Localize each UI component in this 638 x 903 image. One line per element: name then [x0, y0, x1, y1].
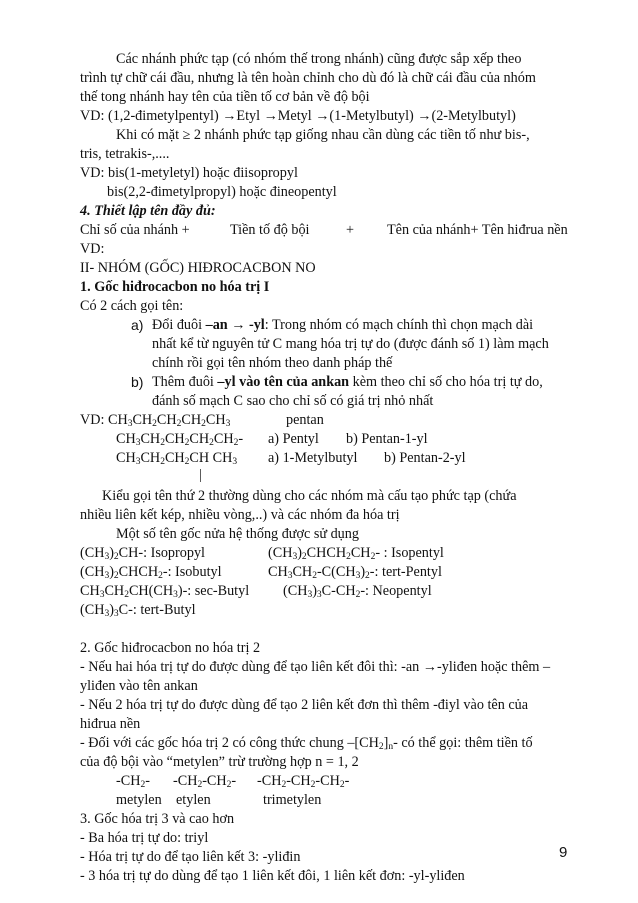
text-line: bis(2,2-đimetylpropyl) hoặc đineopentyl: [107, 184, 337, 200]
section-heading: 1. Gốc hiđrocacbon no hóa trị I: [80, 279, 270, 295]
formula-part: Chỉ số của nhánh +: [80, 222, 190, 238]
page-number: 9: [559, 844, 568, 861]
text-line: - 3 hóa trị tự do dùng để tạo 1 liên kết đôi, 1 liên kết đơn: -yl-yliđen: [80, 868, 465, 884]
list-item: Thêm đuôi –yl vào tên của ankan kèm theo chỉ số cho hóa trị tự do,: [152, 374, 543, 390]
text-line: - Hóa trị tự do để tạo liên kết 3: -yliđin: [80, 849, 301, 865]
radical-name: $(CH_3)_2CHCH_2CH_2-$ : Isopentyl: [268, 545, 444, 562]
text-line: - Nếu hai hóa trị tự do được dùng để tạo liên kết đôi thì: -an →-yliđen hoặc thêm –: [80, 659, 551, 675]
formula-part: Tiền tố độ bội: [230, 222, 310, 238]
text-line: Kiểu gọi tên thứ 2 thường dùng cho các nhóm mà cấu tạo phức tạp (chứa: [102, 488, 517, 504]
chemical-formula: $CH_3CH_2CH_2CH$ $CH_3$: [116, 450, 238, 467]
formula-part: +: [346, 222, 355, 238]
text-line: Khi có mặt ≥ 2 nhánh phức tạp giống nhau cần dùng các tiền tố như bis-,: [116, 127, 530, 143]
chemical-formula: $-CH_2-$: [116, 773, 150, 790]
formula-part: Tên của nhánh+ Tên hiđrua nền: [387, 222, 568, 238]
section-heading: 3. Gốc hóa trị 3 và cao hơn: [80, 811, 235, 827]
compound-name: etylen: [176, 792, 211, 808]
chemical-formula: $CH_3CH_2CH_2CH_2CH_3$: [107, 412, 231, 429]
list-marker: b): [131, 374, 144, 390]
text-line: tris, tetrakis-,....: [80, 146, 170, 162]
text-line: hiđrua nền: [80, 716, 141, 732]
radical-name: $(CH_3)_2CHCH_2-$: Isobutyl: [80, 564, 222, 581]
branch-bond: |: [199, 467, 202, 483]
text-line: - Đối với các gốc hóa trị 2 có công thức chung $-[CH_2]_n-$ có thể gọi: thêm tiền tố: [80, 735, 533, 752]
text-line: nhất kể từ nguyên tử C mang hóa trị tự do (được đánh số 1) làm mạch: [152, 336, 549, 352]
text-line: Có 2 cách gọi tên:: [80, 298, 184, 314]
compound-name: metylen: [116, 792, 162, 808]
list-marker: a): [131, 317, 144, 333]
radical-name: $(CH_3)_3C-$: tert-Butyl: [80, 602, 196, 619]
text-line: thế tong nhánh hay tên của tiền tố cơ bản về độ bội: [80, 89, 370, 105]
compound-name: trimetylen: [263, 792, 322, 808]
chemical-formula: $-CH_2-CH_2-$: [173, 773, 237, 790]
text-line: VD: (1,2-đimetylpentyl) →Etyl →Metyl →(1-Metylbutyl) →(2-Metylbutyl): [80, 108, 516, 124]
chemical-formula: $CH_3CH_2CH_2CH_2CH_2-$: [116, 431, 244, 448]
section-heading: 4. Thiết lập tên đầy đủ:: [80, 203, 216, 219]
radical-name: $(CH_3)_2CH-$: Isopropyl: [80, 545, 205, 562]
compound-name: a) Pentyl: [268, 431, 319, 447]
text-line: Các nhánh phức tạp (có nhóm thế trong nhánh) cũng được sắp xếp theo: [116, 51, 522, 67]
text-line: trình tự chữ cái đầu, nhưng là tên hoàn chỉnh cho dù đó là chữ cái đầu của nhóm: [80, 70, 536, 86]
part-heading: II- NHÓM (GỐC) HIĐROCACBON NO: [80, 260, 316, 276]
radical-name: $(CH_3)_3C-CH_2-$: Neopentyl: [283, 583, 432, 600]
example-line: VD: $CH_3CH_2CH_2CH_2CH_3$: [80, 412, 231, 429]
text-line: VD:: [80, 241, 105, 257]
text-line: đánh số mạch C sao cho chỉ số có giá trị nhỏ nhất: [152, 393, 434, 409]
text-line: nhiều liên kết kép, nhiều vòng,..) và các nhóm đa hóa trị: [80, 507, 400, 523]
compound-name: pentan: [286, 412, 324, 428]
compound-name: b) Pentan-1-yl: [346, 431, 428, 447]
radical-name: $CH_3CH_2CH(CH_3)-$: sec-Butyl: [80, 583, 250, 600]
text-line: - Nếu 2 hóa trị tự do được dùng để tạo 2 liên kết đơn thì thêm -điyl vào tên của: [80, 697, 529, 713]
text-line: - Ba hóa trị tự do: triyl: [80, 830, 209, 846]
text-line: VD: bis(1-metyletyl) hoặc điisopropyl: [80, 165, 298, 181]
text-line: chính rồi gọi tên nhóm theo danh pháp thế: [152, 355, 393, 371]
section-heading: 2. Gốc hiđrocacbon no hóa trị 2: [80, 640, 261, 656]
compound-name: b) Pentan-2-yl: [384, 450, 466, 466]
compound-name: a) 1-Metylbutyl: [268, 450, 358, 466]
list-item: Đổi đuôi –an → -yl: Trong nhóm có mạch chính thì chọn mạch dài: [152, 317, 534, 333]
text-line: Một số tên gốc nửa hệ thống được sử dụng: [116, 526, 359, 542]
radical-name: $CH_3CH_2-C(CH_3)_2-$: tert-Pentyl: [268, 564, 442, 581]
text-line: yliđen vào tên ankan: [80, 678, 198, 694]
chemical-formula: $-CH_2-CH_2-CH_2-$: [257, 773, 350, 790]
text-line: của độ bội vào “metylen” trừ trường hợp n = 1, 2: [80, 754, 359, 770]
